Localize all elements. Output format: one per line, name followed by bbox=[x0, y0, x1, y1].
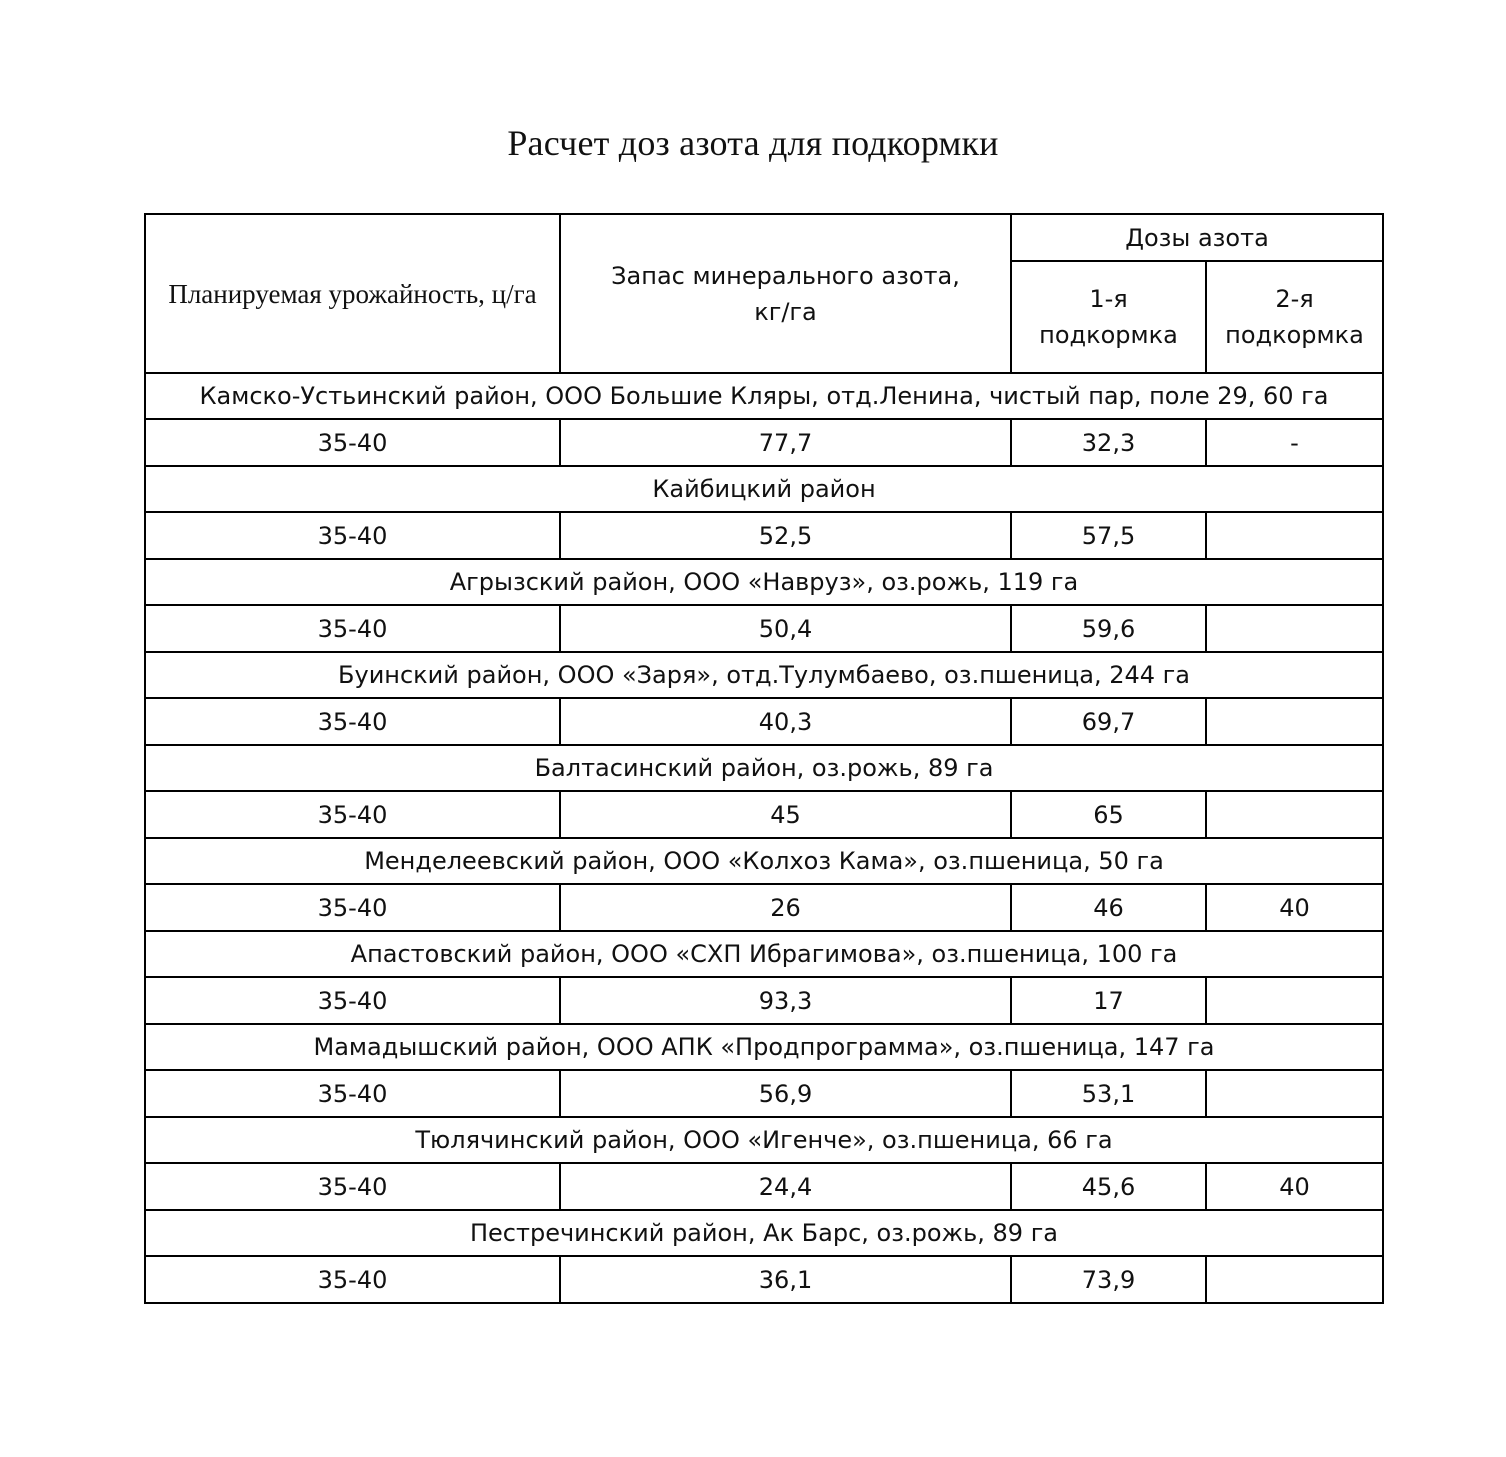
region-row bbox=[145, 1117, 1383, 1163]
dose-1-cell: 57,5 bbox=[1011, 512, 1206, 559]
yield-cell: 35-40 bbox=[145, 884, 560, 931]
table-row bbox=[145, 791, 1383, 838]
page-title: Расчет доз азота для подкормки bbox=[507, 123, 999, 163]
table-body bbox=[145, 373, 1383, 1303]
table-row bbox=[145, 1070, 1383, 1117]
mineral-nitrogen-cell: 93,3 bbox=[560, 977, 1011, 1024]
table-row bbox=[145, 1163, 1383, 1210]
yield-cell: 35-40 bbox=[145, 1070, 560, 1117]
table-row bbox=[145, 512, 1383, 559]
mineral-nitrogen-cell: 50,4 bbox=[560, 605, 1011, 652]
yield-cell: 35-40 bbox=[145, 1163, 560, 1210]
region-row bbox=[145, 838, 1383, 884]
header-feeding-1 bbox=[1011, 261, 1206, 373]
dose-1-cell: 53,1 bbox=[1011, 1070, 1206, 1117]
dose-1-cell: 69,7 bbox=[1011, 698, 1206, 745]
region-cell: Тюлячинский район, ООО «Игенче», оз.пшеница, 66 га bbox=[145, 1117, 1383, 1163]
header-feeding-2-label: 2-я подкормка bbox=[1225, 285, 1364, 349]
table-row bbox=[145, 1256, 1383, 1303]
nitrogen-dose-table bbox=[144, 213, 1384, 1304]
region-row bbox=[145, 652, 1383, 698]
dose-2-cell: 40 bbox=[1206, 1163, 1383, 1210]
mineral-nitrogen-cell: 77,7 bbox=[560, 419, 1011, 466]
mineral-nitrogen-cell: 45 bbox=[560, 791, 1011, 838]
dose-2-cell: - bbox=[1206, 419, 1383, 466]
yield-cell: 35-40 bbox=[145, 791, 560, 838]
table-row bbox=[145, 419, 1383, 466]
dose-1-cell: 17 bbox=[1011, 977, 1206, 1024]
dose-1-cell: 65 bbox=[1011, 791, 1206, 838]
dose-2-cell bbox=[1206, 1256, 1383, 1303]
mineral-nitrogen-cell: 56,9 bbox=[560, 1070, 1011, 1117]
header-feeding-1-label: 1-я подкормка bbox=[1039, 285, 1178, 349]
region-row bbox=[145, 559, 1383, 605]
dose-1-cell: 73,9 bbox=[1011, 1256, 1206, 1303]
region-cell: Кайбицкий район bbox=[145, 466, 1383, 512]
header-yield bbox=[145, 214, 560, 373]
region-row bbox=[145, 931, 1383, 977]
dose-2-cell bbox=[1206, 1070, 1383, 1117]
region-row bbox=[145, 745, 1383, 791]
region-cell: Агрызский район, ООО «Навруз», оз.рожь, 119 га bbox=[145, 559, 1383, 605]
table-row bbox=[145, 884, 1383, 931]
header-yield-label: Планируемая урожайность, ц/га bbox=[168, 278, 537, 309]
yield-cell: 35-40 bbox=[145, 698, 560, 745]
header-mineral-nitrogen bbox=[560, 214, 1011, 373]
header-feeding-2 bbox=[1206, 261, 1383, 373]
table-row bbox=[145, 605, 1383, 652]
dose-1-cell: 46 bbox=[1011, 884, 1206, 931]
yield-cell: 35-40 bbox=[145, 977, 560, 1024]
header-doses: Дозы азота bbox=[1011, 214, 1383, 261]
dose-2-cell bbox=[1206, 698, 1383, 745]
dose-1-cell: 45,6 bbox=[1011, 1163, 1206, 1210]
region-cell: Апастовский район, ООО «СХП Ибрагимова», оз.пшеница, 100 га bbox=[145, 931, 1383, 977]
region-cell: Камско-Устьинский район, ООО Большие Кляры, отд.Ленина, чистый пар, поле 29, 60 га bbox=[145, 373, 1383, 419]
dose-1-cell: 59,6 bbox=[1011, 605, 1206, 652]
region-cell: Мамадышский район, ООО АПК «Продпрограмма», оз.пшеница, 147 га bbox=[145, 1024, 1383, 1070]
region-row bbox=[145, 1024, 1383, 1070]
dose-2-cell bbox=[1206, 605, 1383, 652]
dose-2-cell: 40 bbox=[1206, 884, 1383, 931]
dose-2-cell bbox=[1206, 977, 1383, 1024]
table-row bbox=[145, 977, 1383, 1024]
yield-cell: 35-40 bbox=[145, 605, 560, 652]
mineral-nitrogen-cell: 52,5 bbox=[560, 512, 1011, 559]
region-cell: Менделеевский район, ООО «Колхоз Кама», оз.пшеница, 50 га bbox=[145, 838, 1383, 884]
dose-1-cell: 32,3 bbox=[1011, 419, 1206, 466]
region-cell: Буинский район, ООО «Заря», отд.Тулумбаево, оз.пшеница, 244 га bbox=[145, 652, 1383, 698]
dose-2-cell bbox=[1206, 791, 1383, 838]
region-row bbox=[145, 1210, 1383, 1256]
mineral-nitrogen-cell: 36,1 bbox=[560, 1256, 1011, 1303]
header-mineral-nitrogen-label: Запас минерального азота, кг/га bbox=[611, 261, 960, 326]
yield-cell: 35-40 bbox=[145, 419, 560, 466]
region-cell: Пестречинский район, Ак Барс, оз.рожь, 89 га bbox=[145, 1210, 1383, 1256]
mineral-nitrogen-cell: 40,3 bbox=[560, 698, 1011, 745]
yield-cell: 35-40 bbox=[145, 512, 560, 559]
region-row bbox=[145, 466, 1383, 512]
region-cell: Балтасинский район, оз.рожь, 89 га bbox=[145, 745, 1383, 791]
dose-2-cell bbox=[1206, 512, 1383, 559]
region-row bbox=[145, 373, 1383, 419]
mineral-nitrogen-cell: 24,4 bbox=[560, 1163, 1011, 1210]
table-row bbox=[145, 698, 1383, 745]
mineral-nitrogen-cell: 26 bbox=[560, 884, 1011, 931]
yield-cell: 35-40 bbox=[145, 1256, 560, 1303]
